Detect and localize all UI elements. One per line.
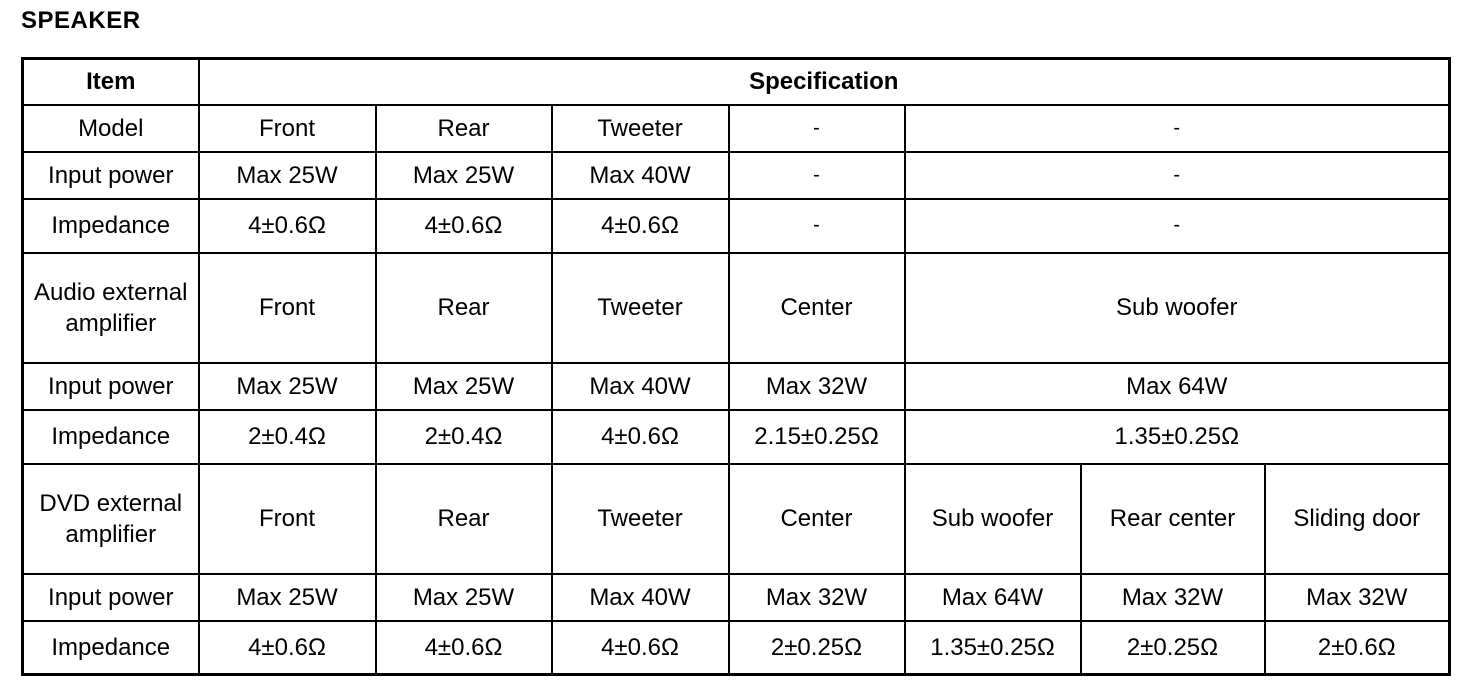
cell-rear-center: Rear center xyxy=(1081,464,1265,574)
cell-sub-woofer: Max 64W xyxy=(905,574,1081,621)
cell-rear: Max 25W xyxy=(376,152,552,199)
table-row-input-power xyxy=(23,152,1450,199)
table-row-impedance xyxy=(23,621,1450,675)
cell-tweeter: Max 40W xyxy=(552,574,729,621)
cell-sliding-door: 2±0.6Ω xyxy=(1265,621,1450,675)
cell-tweeter: 4±0.6Ω xyxy=(552,410,729,464)
table-row-model xyxy=(23,105,1450,152)
cell-front: Max 25W xyxy=(199,152,376,199)
row-label: Audio external amplifier xyxy=(23,253,199,363)
cell-center: Center xyxy=(729,464,905,574)
cell-tweeter: Max 40W xyxy=(552,152,729,199)
header-item: Item xyxy=(23,59,199,105)
cell-front: 2±0.4Ω xyxy=(199,410,376,464)
cell-sliding-door: Max 32W xyxy=(1265,574,1450,621)
row-label: Impedance xyxy=(23,621,199,675)
row-label: Impedance xyxy=(23,410,199,464)
row-label: Model xyxy=(23,105,199,152)
table-row-dvd-external-amplifier xyxy=(23,464,1450,574)
page-title: SPEAKER xyxy=(21,7,141,34)
cell-tweeter: Max 40W xyxy=(552,363,729,410)
cell-tweeter: Tweeter xyxy=(552,253,729,363)
cell-sub-woofer: Max 64W xyxy=(905,363,1450,410)
cell-rear: Rear xyxy=(376,105,552,152)
table-row-impedance xyxy=(23,410,1450,464)
cell-center: Max 32W xyxy=(729,574,905,621)
cell-front: 4±0.6Ω xyxy=(199,199,376,253)
cell-rear-center: Max 32W xyxy=(1081,574,1265,621)
table-row-input-power xyxy=(23,574,1450,621)
row-label: Impedance xyxy=(23,199,199,253)
row-label: DVD external amplifier xyxy=(23,464,199,574)
cell-front: Front xyxy=(199,105,376,152)
cell-tweeter: Tweeter xyxy=(552,464,729,574)
cell-center: - xyxy=(729,105,905,152)
cell-center: Max 32W xyxy=(729,363,905,410)
table-row-input-power xyxy=(23,363,1450,410)
cell-rear: Rear xyxy=(376,464,552,574)
cell-front: Front xyxy=(199,253,376,363)
cell-tweeter: 4±0.6Ω xyxy=(552,199,729,253)
cell-sub-woofer: Sub woofer xyxy=(905,253,1450,363)
header-row xyxy=(23,59,1450,105)
row-label: Input power xyxy=(23,152,199,199)
cell-center: - xyxy=(729,152,905,199)
cell-front: Max 25W xyxy=(199,363,376,410)
cell-rest: - xyxy=(905,152,1450,199)
cell-center: 2±0.25Ω xyxy=(729,621,905,675)
cell-tweeter: 4±0.6Ω xyxy=(552,621,729,675)
cell-center: 2.15±0.25Ω xyxy=(729,410,905,464)
cell-center: Center xyxy=(729,253,905,363)
cell-rear: Max 25W xyxy=(376,574,552,621)
cell-rear: 2±0.4Ω xyxy=(376,410,552,464)
speaker-spec-table xyxy=(21,57,1451,676)
table-row-audio-external-amplifier xyxy=(23,253,1450,363)
cell-sub-woofer: 1.35±0.25Ω xyxy=(905,621,1081,675)
cell-front: Max 25W xyxy=(199,574,376,621)
row-label: Input power xyxy=(23,363,199,410)
cell-front: Front xyxy=(199,464,376,574)
cell-rest: - xyxy=(905,105,1450,152)
cell-sub-woofer: 1.35±0.25Ω xyxy=(905,410,1450,464)
cell-rear: Max 25W xyxy=(376,363,552,410)
cell-rest: - xyxy=(905,199,1450,253)
header-specification: Specification xyxy=(199,59,1450,105)
cell-tweeter: Tweeter xyxy=(552,105,729,152)
cell-rear-center: 2±0.25Ω xyxy=(1081,621,1265,675)
cell-rear: Rear xyxy=(376,253,552,363)
cell-center: - xyxy=(729,199,905,253)
cell-sub-woofer: Sub woofer xyxy=(905,464,1081,574)
cell-front: 4±0.6Ω xyxy=(199,621,376,675)
row-label: Input power xyxy=(23,574,199,621)
cell-rear: 4±0.6Ω xyxy=(376,199,552,253)
cell-sliding-door: Sliding door xyxy=(1265,464,1450,574)
table-row-impedance xyxy=(23,199,1450,253)
cell-rear: 4±0.6Ω xyxy=(376,621,552,675)
